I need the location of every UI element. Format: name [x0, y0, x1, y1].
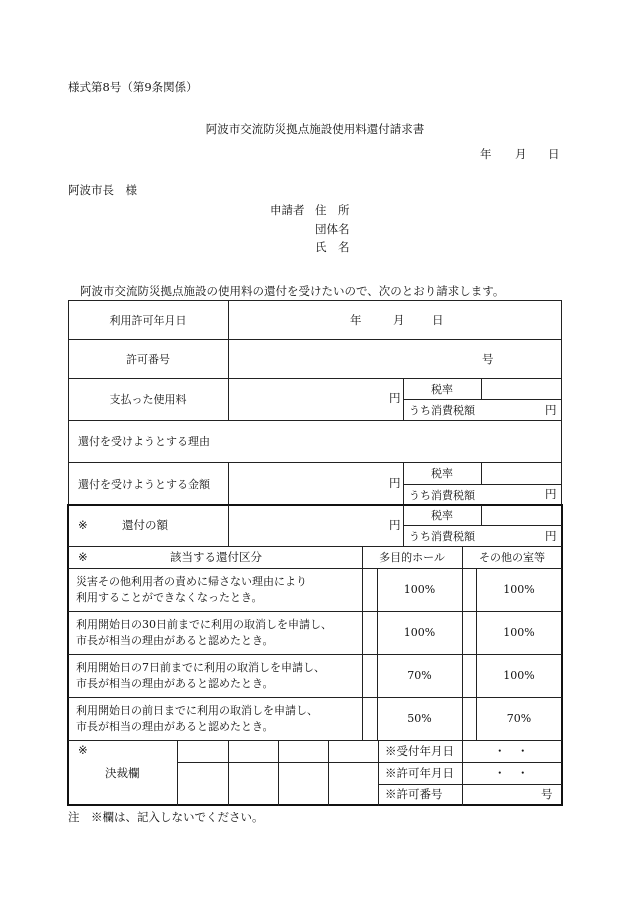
refund-tax-rate-label: 税率	[431, 509, 453, 522]
other-rooms-column-header: その他の室等	[479, 551, 545, 564]
permit-date-day: 日	[432, 313, 444, 327]
applicant-name: 氏 名	[315, 240, 350, 254]
received-date-label: ※受付年月日	[385, 744, 454, 758]
form-number: 様式第8号（第9条関係）	[68, 80, 198, 94]
paid-fee-label: 支払った使用料	[109, 393, 187, 406]
category-row-line1: 利用開始日の7日前までに利用の取消しを申請し、	[76, 660, 325, 674]
document-title: 阿波市交流防災拠点施設使用料還付請求書	[205, 122, 425, 136]
category-mark: ※	[78, 550, 88, 564]
hall-rate: 100%	[403, 626, 436, 639]
permit-number-suffix: 号	[482, 352, 494, 366]
date-day: 日	[548, 147, 560, 161]
date-month: 月	[515, 147, 527, 161]
hall-column-header: 多目的ホール	[379, 551, 445, 564]
category-header: 該当する還付区分	[170, 550, 262, 564]
category-row	[76, 611, 361, 654]
refund-tax-amount-label: うち消費税額	[409, 529, 475, 543]
refund-mark: ※	[78, 518, 88, 532]
applicant-address: 住 所	[315, 203, 350, 217]
category-row	[76, 697, 361, 740]
applicant-label: 申請者	[270, 203, 305, 217]
date-year: 年	[480, 147, 492, 161]
category-row-line1: 利用開始日の前日までに利用の取消しを申請し、	[76, 703, 318, 717]
paid-tax-amount-label: うち消費税額	[409, 403, 475, 417]
permitted-number-label: ※許可番号	[385, 787, 443, 801]
request-amount-label: 還付を受けようとする金額	[78, 477, 210, 491]
other-rate: 70%	[506, 712, 532, 725]
category-row-line2: 市長が相当の理由があると認めたとき。	[76, 719, 274, 733]
hall-rate: 50%	[407, 712, 432, 725]
category-row-line2: 利用することができなくなったとき。	[76, 590, 263, 604]
category-row	[76, 568, 361, 611]
category-row-line1: 災害その他利用者の責めに帰さない理由により	[76, 574, 307, 588]
other-rate: 100%	[503, 583, 535, 596]
category-row-line1: 利用開始日の30日前までに利用の取消しを申請し、	[76, 617, 332, 631]
decision-column-label: 決裁欄	[105, 766, 140, 780]
paid-tax-rate-label: 税率	[431, 382, 453, 396]
permitted-number-suffix: 号	[541, 787, 553, 801]
paid-tax-yen: 円	[545, 403, 557, 417]
category-row-line2: 市長が相当の理由があると認めたとき。	[76, 633, 274, 647]
refund-tax-yen: 円	[545, 529, 557, 543]
request-tax-amount-label: うち消費税額	[409, 488, 475, 502]
refund-amount-label: 還付の額	[122, 518, 168, 532]
footnote: 注 ※欄は、記入しないでください。	[68, 810, 264, 824]
permit-number-label: 許可番号	[126, 352, 170, 366]
permit-date-month: 月	[393, 313, 405, 327]
permit-date-label: 利用許可年月日	[109, 313, 187, 327]
decision-mark: ※	[78, 743, 88, 757]
paid-fee-yen: 円	[389, 391, 401, 405]
permitted-date-dots: ・ ・	[494, 766, 529, 780]
received-date-dots: ・ ・	[494, 744, 529, 758]
request-tax-rate-label: 税率	[431, 467, 453, 480]
reason-label: 還付を受けようとする理由	[78, 435, 210, 448]
addressee: 阿波市長 様	[68, 183, 137, 197]
hall-rate: 100%	[403, 583, 436, 596]
hall-rate: 70%	[407, 669, 432, 682]
other-rate: 100%	[503, 669, 535, 682]
applicant-org: 団体名	[315, 222, 350, 236]
request-tax-yen: 円	[545, 487, 557, 501]
permitted-date-label: ※許可年月日	[385, 766, 454, 780]
category-row	[76, 654, 361, 697]
other-rate: 100%	[503, 626, 535, 639]
intro-text: 阿波市交流防災拠点施設の使用料の還付を受けたいので、次のとおり請求します。	[80, 284, 505, 298]
permit-date-year: 年	[350, 313, 362, 327]
refund-yen: 円	[389, 518, 401, 532]
category-row-line2: 市長が相当の理由があると認めたとき。	[76, 676, 274, 690]
request-amount-yen: 円	[389, 476, 401, 490]
